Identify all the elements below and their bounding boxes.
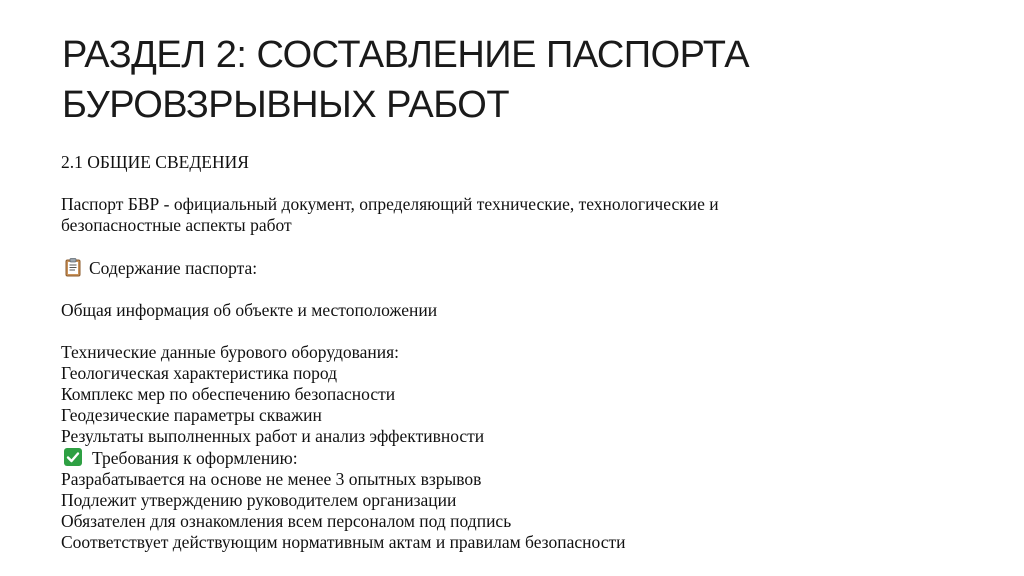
spacer (61, 321, 961, 342)
slide-title-line-2: БУРОВЗРЫВНЫХ РАБОТ (62, 84, 510, 126)
requirements-heading-row (61, 447, 961, 469)
contents-heading: Содержание паспорта: (89, 258, 258, 278)
requirement-item: Соответствует действующим нормативным актам и правилам безопасности (61, 532, 626, 552)
requirement-item: Подлежит утверждению руководителем организации (61, 490, 457, 510)
clipboard-icon (63, 257, 83, 277)
contents-heading-row (61, 257, 961, 279)
check-mark-icon (63, 447, 83, 467)
slide-title (62, 30, 962, 130)
slide-title-line-1: РАЗДЕЛ 2: СОСТАВЛЕНИЕ ПАСПОРТА (62, 34, 750, 76)
requirement-item: Разрабатывается на основе не менее 3 опытных взрывов (61, 469, 482, 489)
definition-line-1: Паспорт БВР - официальный документ, определяющий технические, технологические и (61, 194, 719, 214)
technical-heading: Технические данные бурового оборудования: (61, 342, 400, 362)
spacer (61, 279, 961, 300)
section-heading: 2.1 ОБЩИЕ СВЕДЕНИЯ (61, 152, 249, 172)
technical-item: Геодезические параметры скважин (61, 405, 322, 425)
requirements-heading: Требования к оформлению: (92, 448, 298, 468)
technical-item: Геологическая характеристика пород (61, 363, 338, 383)
definition-line-2: безопасностные аспекты работ (61, 215, 292, 235)
contents-first-item: Общая информация об объекте и местоположении (61, 300, 438, 320)
spacer (61, 173, 961, 194)
technical-item: Комплекс мер по обеспечению безопасности (61, 384, 396, 404)
technical-item: Результаты выполненных работ и анализ эффективности (61, 426, 485, 446)
spacer (61, 236, 961, 257)
slide-body (61, 152, 961, 553)
requirement-item: Обязателен для ознакомления всем персоналом под подпись (61, 511, 512, 531)
